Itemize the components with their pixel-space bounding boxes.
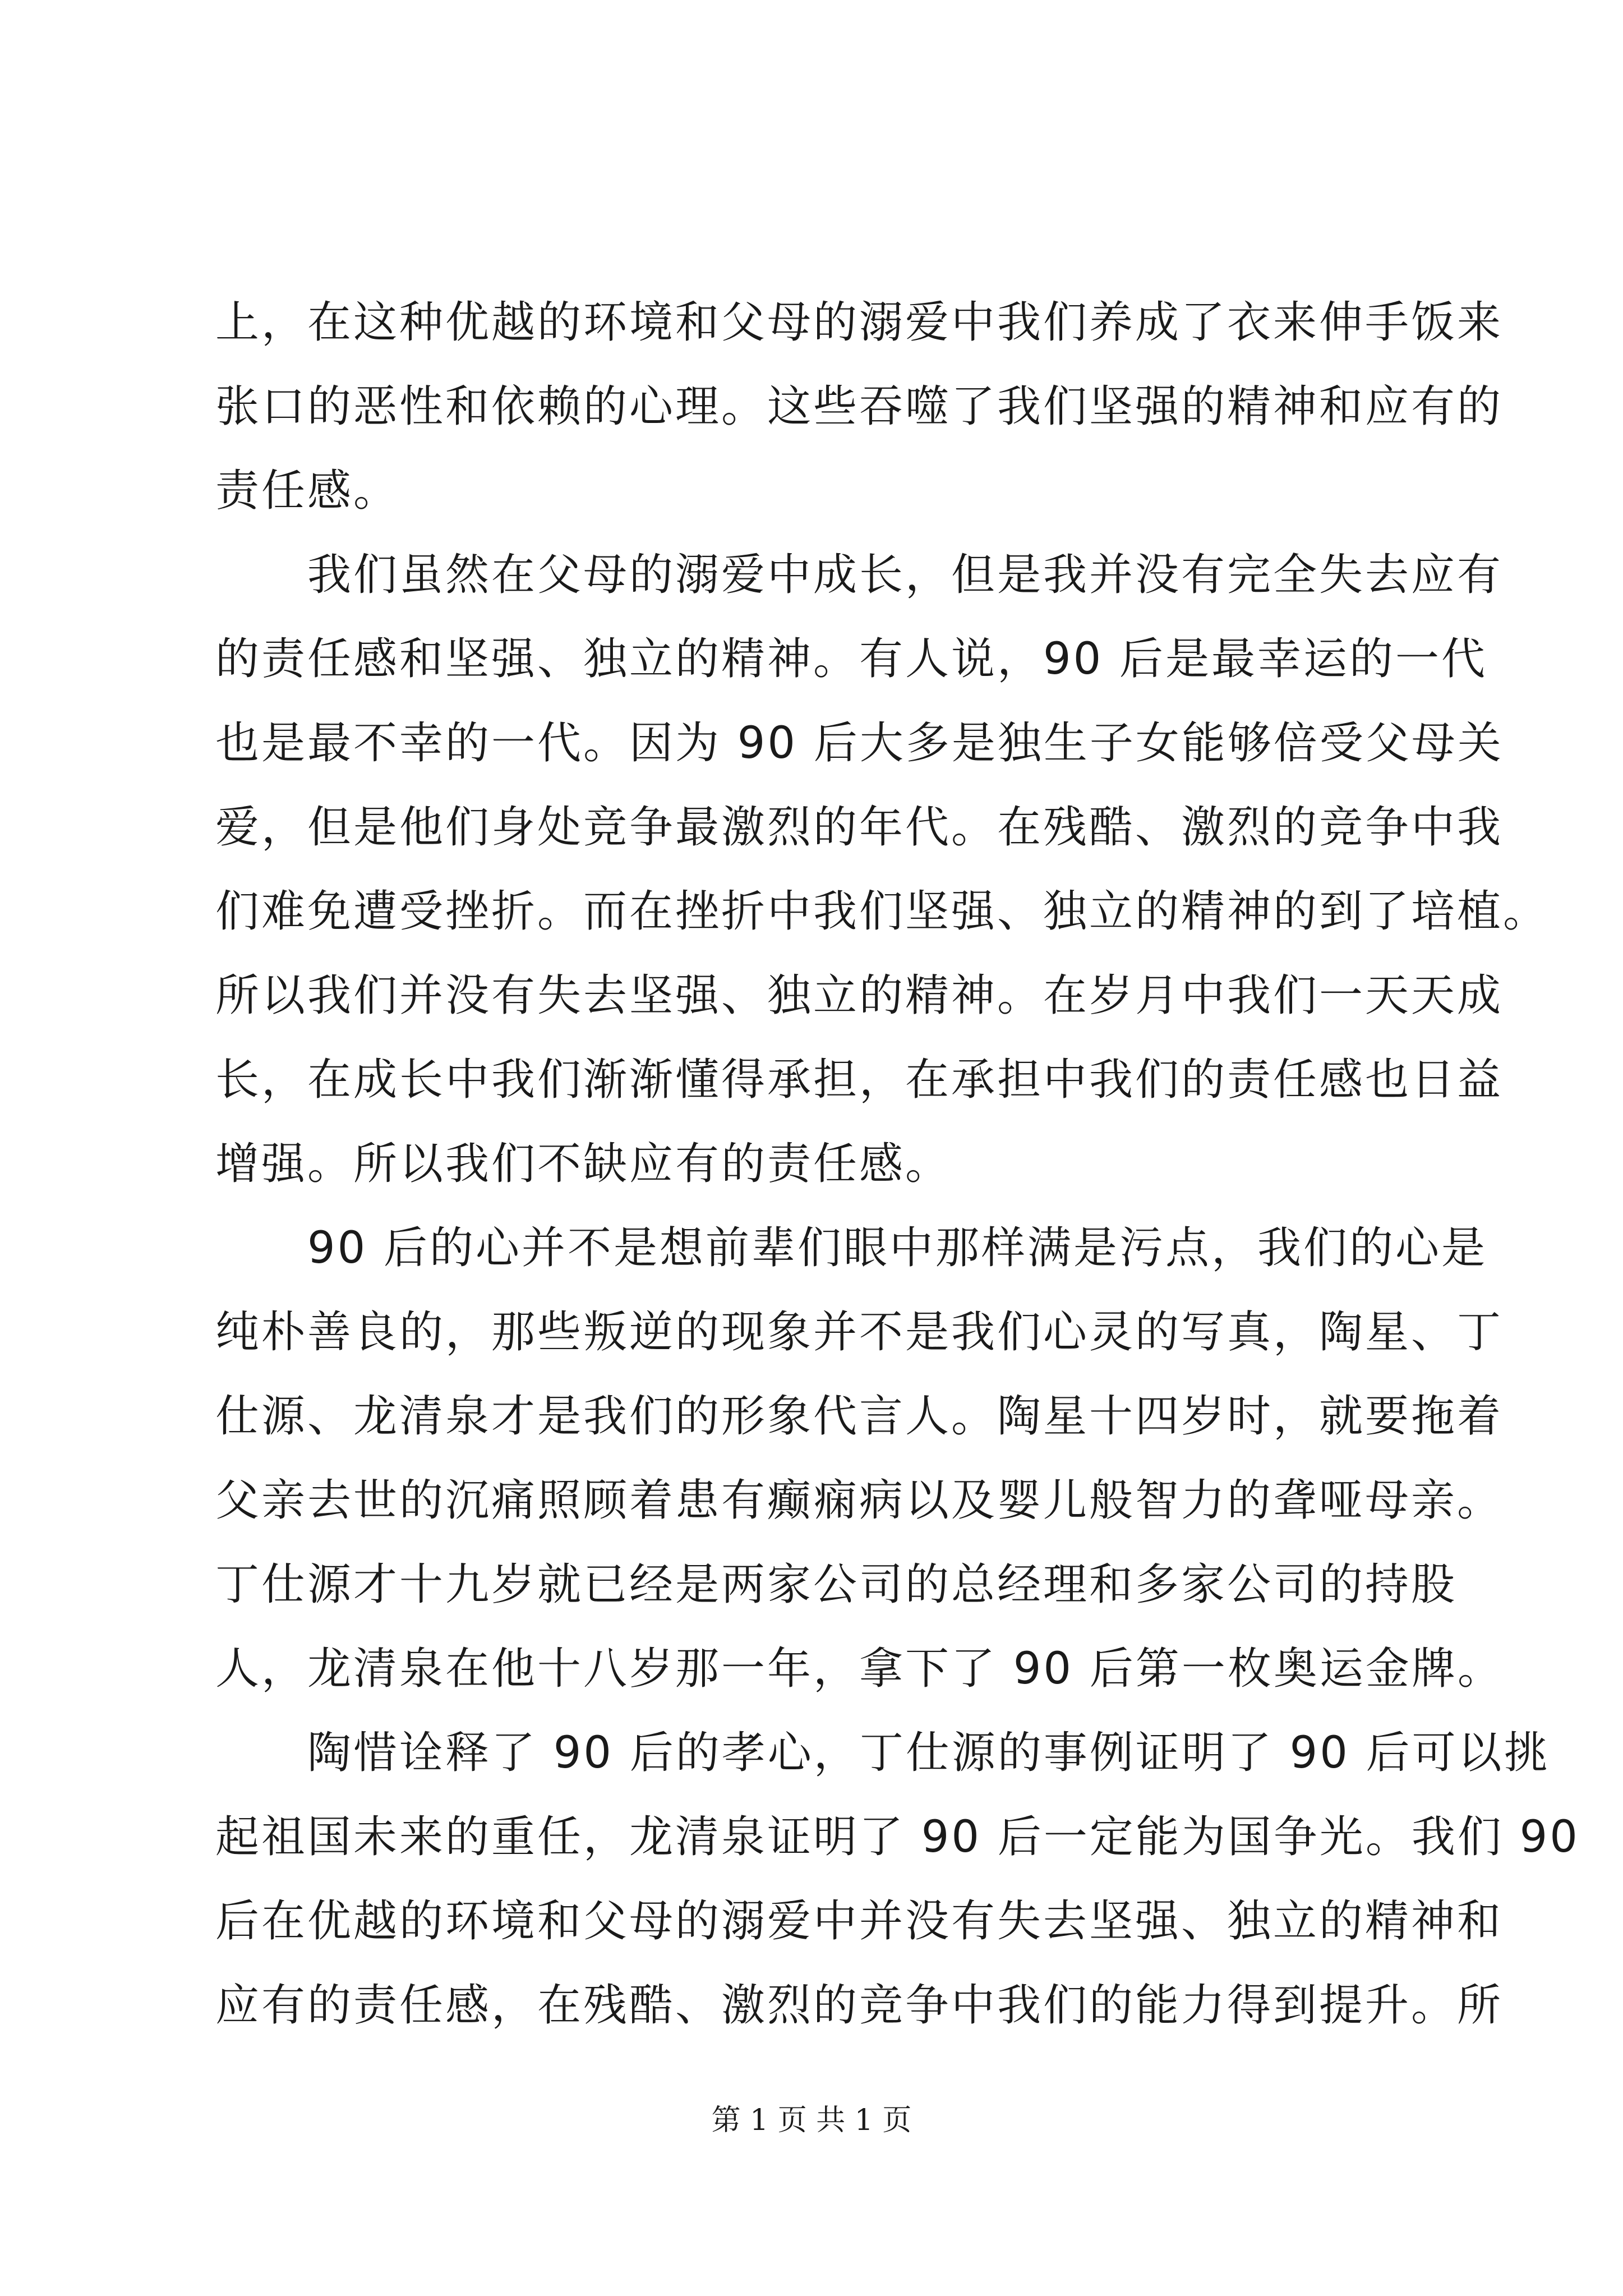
text-line: 应有的责任感，在残酷、激烈的竞争中我们的能力得到提升。所 xyxy=(215,1980,1504,2031)
text-line: 人，龙清泉在他十八岁那一年，拿下了 90 后第一枚奥运金牌。 xyxy=(215,1644,1504,1694)
text-line: 起祖国未来的重任，龙清泉证明了 90 后一定能为国争光。我们 90 xyxy=(215,1812,1580,1862)
text-line: 增强。所以我们不缺应有的责任感。 xyxy=(215,1139,952,1189)
text-line: 张口的恶性和依赖的心理。这些吞噬了我们坚强的精神和应有的 xyxy=(215,381,1504,432)
text-line: 责任感。 xyxy=(215,466,400,516)
document-body xyxy=(215,280,1580,2047)
text-line: 上，在这种优越的环境和父母的溺爱中我们养成了衣来伸手饭来 xyxy=(215,297,1504,348)
text-line: 们难免遭受挫折。而在挫折中我们坚强、独立的精神的到了培植。 xyxy=(215,886,1550,937)
text-line: 爱，但是他们身处竞争最激烈的年代。在残酷、激烈的竞争中我 xyxy=(215,802,1504,853)
text-line: 所以我们并没有失去坚强、独立的精神。在岁月中我们一天天成 xyxy=(215,970,1504,1021)
text-line: 父亲去世的沉痛照顾着患有癫痫病以及婴儿般智力的聋哑母亲。 xyxy=(215,1475,1504,1526)
text-line: 的责任感和坚强、独立的精神。有人说，90 后是最幸运的一代 xyxy=(215,634,1488,684)
text-line: 陶惜诠释了 90 后的孝心，丁仕源的事例证明了 90 后可以挑 xyxy=(215,1728,1550,1778)
page-footer: 第 1 页 共 1 页 xyxy=(711,2104,912,2137)
text-line: 后在优越的环境和父母的溺爱中并没有失去坚强、独立的精神和 xyxy=(215,1896,1504,1947)
text-line: 也是最不幸的一代。因为 90 后大多是独生子女能够倍受父母关 xyxy=(215,718,1504,769)
text-line: 我们虽然在父母的溺爱中成长，但是我并没有完全失去应有 xyxy=(215,550,1504,600)
text-line: 仕源、龙清泉才是我们的形象代言人。陶星十四岁时，就要拖着 xyxy=(215,1391,1504,1442)
text-line: 丁仕源才十九岁就已经是两家公司的总经理和多家公司的持股 xyxy=(215,1559,1458,1610)
text-line: 长，在成长中我们渐渐懂得承担，在承担中我们的责任感也日益 xyxy=(215,1055,1504,1105)
text-line: 90 后的心并不是想前辈们眼中那样满是污点，我们的心是 xyxy=(215,1223,1488,1273)
text-line: 纯朴善良的，那些叛逆的现象并不是我们心灵的写真，陶星、丁 xyxy=(215,1307,1504,1358)
